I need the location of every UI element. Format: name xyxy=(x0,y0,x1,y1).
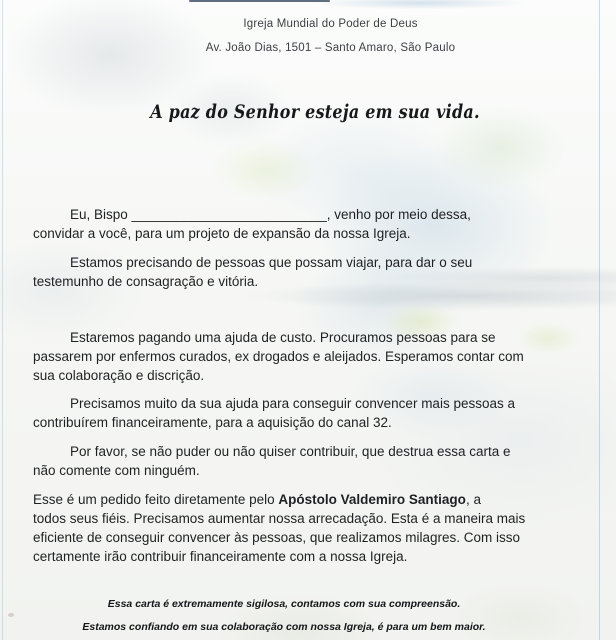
paragraph-line: certamente irão contribuir financeiramente com a nossa Igreja. xyxy=(33,549,408,564)
scan-speck xyxy=(8,613,14,617)
greeting-script-heading: A paz do Senhor esteja em sua vida. xyxy=(150,101,480,123)
paragraph-payment-offer xyxy=(33,328,545,385)
apostle-name: Apóstolo Valdemiro Santiago xyxy=(278,492,466,507)
paragraph-line: sua colaboração e discrição. xyxy=(33,368,205,383)
footer-trust-note: Estamos confiando em sua colaboração com nossa Igreja, é para um bem maior. xyxy=(82,621,486,633)
paragraph-travel-request xyxy=(33,253,545,291)
paragraph-line: testemunho de consagração e vitória. xyxy=(33,274,259,289)
paragraph-line xyxy=(33,490,545,509)
paragraph-line: eficiente de conseguir convencer às pessoas, que realizamos milagres. Com isso xyxy=(33,530,520,545)
paragraph-line: convidar a você, para um projeto de expansão da nossa Igreja. xyxy=(33,226,411,241)
paragraph-line xyxy=(33,205,545,224)
paragraph-confidentiality xyxy=(33,442,545,480)
invitation-suffix: , venho por meio dessa, xyxy=(326,207,471,222)
letterhead-address: Av. João Dias, 1501 – Santo Amaro, São Paulo xyxy=(205,42,456,54)
paragraph-line: todos seus fiéis. Precisamos aumentar nossa arrecadação. Esta é a maneira mais xyxy=(33,511,526,526)
invitation-prefix: Eu, Bispo xyxy=(70,207,132,222)
paragraph-invitation xyxy=(33,205,545,243)
paragraph-line: Precisamos muito da sua ajuda para conseguir convencer mais pessoas a xyxy=(70,396,515,411)
statement-suffix: , a xyxy=(465,492,481,507)
paragraph-line: não comente com ninguém. xyxy=(33,463,200,478)
paragraph-line: Por favor, se não puder ou não quiser contribuir, que destrua essa carta e xyxy=(70,444,511,459)
paragraph-help-request xyxy=(33,394,545,432)
scan-artifact-top-bar xyxy=(189,0,330,2)
footer-confidentiality-note: Essa carta é extremamente sigilosa, contamos com sua compreensão. xyxy=(107,598,461,610)
paragraph-line: contribuírem financeiramente, para a aquisição do canal 32. xyxy=(33,415,392,430)
paper-edge-right xyxy=(599,0,600,640)
statement-prefix: Esse é um pedido feito diretamente pelo xyxy=(33,492,279,507)
paragraph-apostle-statement xyxy=(33,490,545,566)
letterhead-organization: Igreja Mundial do Poder de Deus xyxy=(243,18,418,30)
paper-edge-left xyxy=(2,0,3,640)
paragraph-line: passarem por enfermos curados, ex drogados e aleijados. Esperamos contar com xyxy=(33,349,524,364)
paragraph-line: Estaremos pagando uma ajuda de custo. Procuramos pessoas para se xyxy=(70,330,496,345)
bishop-name-blank: __________________________ xyxy=(131,207,327,222)
paragraph-line: Estamos precisando de pessoas que possam viajar, para dar o seu xyxy=(70,255,473,270)
